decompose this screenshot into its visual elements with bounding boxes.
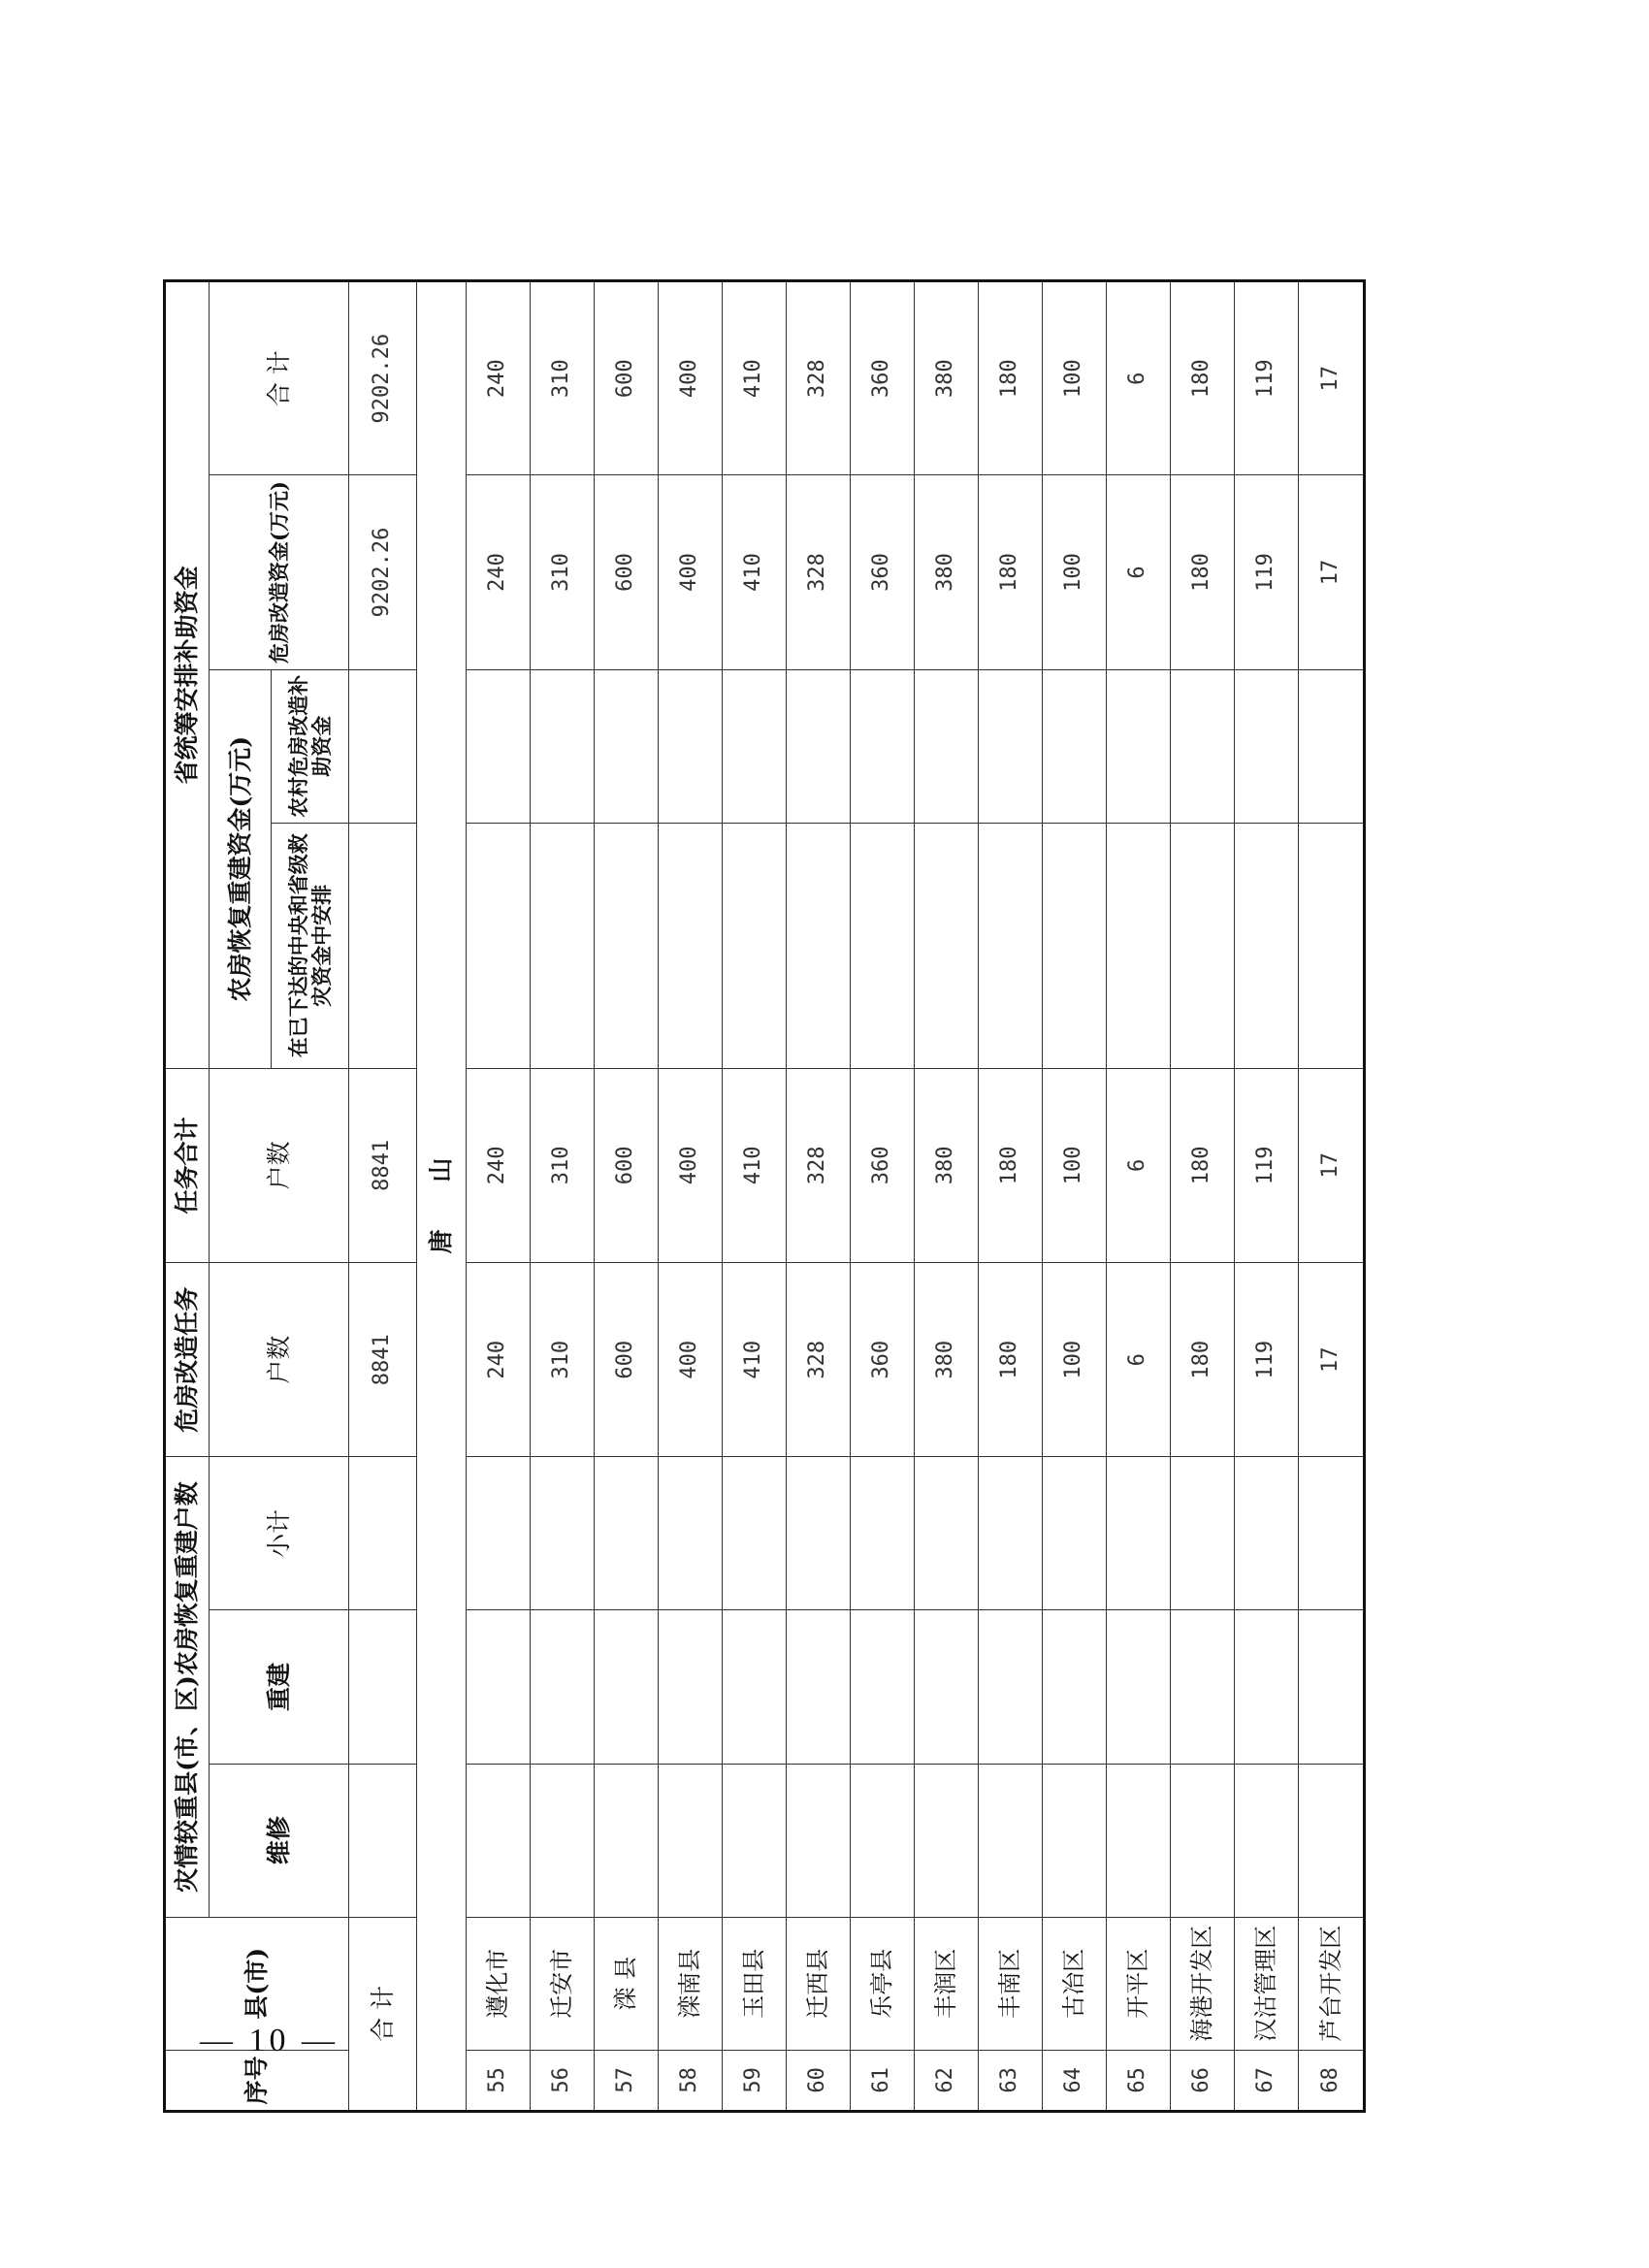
cell-empty bbox=[467, 1610, 531, 1764]
cell-empty bbox=[530, 1764, 594, 1917]
cell-empty bbox=[467, 669, 531, 823]
cell-empty bbox=[594, 1610, 658, 1764]
cell-empty bbox=[914, 1610, 978, 1764]
cell-empty bbox=[349, 669, 417, 823]
header-danger-funds: 危房改造资金(万元) bbox=[210, 475, 349, 669]
cell-empty bbox=[1170, 1457, 1234, 1610]
cell-county-name: 海港开发区 bbox=[1170, 1917, 1234, 2050]
cell-empty bbox=[722, 1457, 786, 1610]
total-label: 合 计 bbox=[349, 1917, 417, 2111]
cell-empty bbox=[978, 1764, 1042, 1917]
cell-total: 240 bbox=[467, 281, 531, 475]
cell-empty bbox=[722, 1610, 786, 1764]
cell-danger-households: 328 bbox=[786, 1263, 850, 1457]
cell-empty bbox=[1106, 823, 1170, 1068]
total-total: 9202.26 bbox=[349, 281, 417, 475]
header-danger-task: 危房改造任务 bbox=[165, 1263, 210, 1457]
cell-task-households: 6 bbox=[1106, 1068, 1170, 1262]
cell-seq: 64 bbox=[1042, 2050, 1106, 2111]
header-subtotal: 小计 bbox=[210, 1457, 349, 1610]
cell-danger-households: 6 bbox=[1106, 1263, 1170, 1457]
header-repair-group: 灾情较重县(市、区)农房恢复重建户数 bbox=[165, 1457, 210, 1917]
cell-empty bbox=[1298, 1610, 1364, 1764]
cell-task-households: 180 bbox=[1170, 1068, 1234, 1262]
cell-seq: 57 bbox=[594, 2050, 658, 2111]
cell-seq: 68 bbox=[1298, 2050, 1364, 2111]
cell-empty bbox=[914, 823, 978, 1068]
cell-empty bbox=[1106, 669, 1170, 823]
cell-empty bbox=[594, 823, 658, 1068]
table-row bbox=[530, 281, 594, 2112]
cell-total: 328 bbox=[786, 281, 850, 475]
cell-empty bbox=[722, 1764, 786, 1917]
table-row bbox=[1106, 281, 1170, 2112]
total-danger-households: 8841 bbox=[349, 1263, 417, 1457]
header-seq: 序号 bbox=[165, 2050, 349, 2111]
cell-total: 600 bbox=[594, 281, 658, 475]
cell-empty bbox=[722, 823, 786, 1068]
cell-empty bbox=[349, 823, 417, 1068]
cell-empty bbox=[467, 1457, 531, 1610]
cell-empty bbox=[530, 669, 594, 823]
header-rebuild: 重建 bbox=[210, 1610, 349, 1764]
cell-empty bbox=[850, 669, 914, 823]
table-row bbox=[786, 281, 850, 2112]
cell-seq: 67 bbox=[1234, 2050, 1298, 2111]
header-funds-group: 省统筹安排补助资金 bbox=[165, 281, 210, 1069]
cell-danger-households: 17 bbox=[1298, 1263, 1364, 1457]
cell-danger-households: 380 bbox=[914, 1263, 978, 1457]
cell-empty bbox=[978, 669, 1042, 823]
cell-total: 180 bbox=[978, 281, 1042, 475]
cell-county-name: 芦台开发区 bbox=[1298, 1917, 1364, 2050]
cell-total: 380 bbox=[914, 281, 978, 475]
cell-empty bbox=[786, 823, 850, 1068]
cell-seq: 59 bbox=[722, 2050, 786, 2111]
cell-total: 400 bbox=[658, 281, 722, 475]
cell-county-name: 迁安市 bbox=[530, 1917, 594, 2050]
cell-danger-households: 180 bbox=[978, 1263, 1042, 1457]
table-row bbox=[467, 281, 531, 2112]
table-row bbox=[1170, 281, 1234, 2112]
cell-empty bbox=[658, 669, 722, 823]
cell-empty bbox=[978, 1610, 1042, 1764]
cell-danger-funds: 310 bbox=[530, 475, 594, 669]
cell-danger-funds: 410 bbox=[722, 475, 786, 669]
header-county: 县(市) bbox=[165, 1917, 349, 2050]
cell-county-name: 丰南区 bbox=[978, 1917, 1042, 2050]
cell-empty bbox=[594, 1457, 658, 1610]
cell-total: 360 bbox=[850, 281, 914, 475]
table-row bbox=[978, 281, 1042, 2112]
total-danger-funds: 9202.26 bbox=[349, 475, 417, 669]
total-task-households: 8841 bbox=[349, 1068, 417, 1262]
cell-empty bbox=[1170, 669, 1234, 823]
header-households-2: 户数 bbox=[210, 1068, 349, 1262]
cell-total: 100 bbox=[1042, 281, 1106, 475]
city-group-row bbox=[417, 281, 467, 2112]
cell-empty bbox=[1298, 1457, 1364, 1610]
cell-seq: 63 bbox=[978, 2050, 1042, 2111]
cell-empty bbox=[1170, 1610, 1234, 1764]
cell-danger-households: 119 bbox=[1234, 1263, 1298, 1457]
cell-danger-funds: 100 bbox=[1042, 475, 1106, 669]
cell-task-households: 310 bbox=[530, 1068, 594, 1262]
cell-empty bbox=[658, 1764, 722, 1917]
header-repair: 维修 bbox=[210, 1764, 349, 1917]
cell-empty bbox=[1106, 1457, 1170, 1610]
cell-empty bbox=[1042, 823, 1106, 1068]
cell-danger-funds: 240 bbox=[467, 475, 531, 669]
table-row bbox=[594, 281, 658, 2112]
cell-empty bbox=[658, 1610, 722, 1764]
cell-empty bbox=[1042, 1610, 1106, 1764]
cell-task-households: 360 bbox=[850, 1068, 914, 1262]
cell-danger-funds: 17 bbox=[1298, 475, 1364, 669]
cell-danger-households: 240 bbox=[467, 1263, 531, 1457]
cell-task-households: 380 bbox=[914, 1068, 978, 1262]
rotated-table-container bbox=[163, 279, 1366, 2113]
total-row bbox=[349, 281, 417, 2112]
cell-seq: 56 bbox=[530, 2050, 594, 2111]
cell-empty bbox=[850, 823, 914, 1068]
cell-total: 17 bbox=[1298, 281, 1364, 475]
cell-seq: 60 bbox=[786, 2050, 850, 2111]
cell-total: 119 bbox=[1234, 281, 1298, 475]
cell-county-name: 遵化市 bbox=[467, 1917, 531, 2050]
cell-task-households: 240 bbox=[467, 1068, 531, 1262]
cell-empty bbox=[1042, 1764, 1106, 1917]
cell-empty bbox=[850, 1610, 914, 1764]
cell-empty bbox=[1298, 1764, 1364, 1917]
cell-seq: 55 bbox=[467, 2050, 531, 2111]
cell-county-name: 玉田县 bbox=[722, 1917, 786, 2050]
cell-danger-households: 410 bbox=[722, 1263, 786, 1457]
cell-danger-households: 310 bbox=[530, 1263, 594, 1457]
cell-task-households: 600 bbox=[594, 1068, 658, 1262]
cell-seq: 62 bbox=[914, 2050, 978, 2111]
cell-empty bbox=[467, 823, 531, 1068]
cell-empty bbox=[530, 1610, 594, 1764]
cell-task-households: 119 bbox=[1234, 1068, 1298, 1262]
cell-county-name: 乐亭县 bbox=[850, 1917, 914, 2050]
cell-empty bbox=[594, 669, 658, 823]
cell-danger-households: 360 bbox=[850, 1263, 914, 1457]
cell-empty bbox=[594, 1764, 658, 1917]
cell-danger-households: 100 bbox=[1042, 1263, 1106, 1457]
table-row bbox=[722, 281, 786, 2112]
cell-empty bbox=[349, 1457, 417, 1610]
cell-empty bbox=[530, 1457, 594, 1610]
cell-seq: 61 bbox=[850, 2050, 914, 2111]
cell-empty bbox=[914, 1764, 978, 1917]
table-row bbox=[914, 281, 978, 2112]
cell-total: 6 bbox=[1106, 281, 1170, 475]
cell-empty bbox=[1234, 1764, 1298, 1917]
cell-task-households: 410 bbox=[722, 1068, 786, 1262]
cell-danger-funds: 360 bbox=[850, 475, 914, 669]
cell-empty bbox=[1106, 1610, 1170, 1764]
cell-empty bbox=[1042, 1457, 1106, 1610]
cell-task-households: 180 bbox=[978, 1068, 1042, 1262]
cell-danger-funds: 400 bbox=[658, 475, 722, 669]
cell-empty bbox=[914, 1457, 978, 1610]
cell-empty bbox=[786, 1764, 850, 1917]
header-rural-subsidy: 农村危房改造补助资金 bbox=[272, 669, 349, 823]
table-row bbox=[1042, 281, 1106, 2112]
cell-empty bbox=[658, 1457, 722, 1610]
cell-empty bbox=[914, 669, 978, 823]
cell-total: 310 bbox=[530, 281, 594, 475]
cell-empty bbox=[978, 1457, 1042, 1610]
page-number: — 10 — bbox=[200, 2023, 339, 2058]
cell-seq: 66 bbox=[1170, 2050, 1234, 2111]
cell-seq: 58 bbox=[658, 2050, 722, 2111]
cell-empty bbox=[1170, 1764, 1234, 1917]
cell-empty bbox=[978, 823, 1042, 1068]
cell-danger-households: 180 bbox=[1170, 1263, 1234, 1457]
cell-danger-funds: 180 bbox=[1170, 475, 1234, 669]
cell-task-households: 328 bbox=[786, 1068, 850, 1262]
cell-total: 410 bbox=[722, 281, 786, 475]
cell-county-name: 滦南县 bbox=[658, 1917, 722, 2050]
city-group-label: 唐 山 bbox=[417, 281, 467, 2112]
cell-empty bbox=[1234, 1457, 1298, 1610]
cell-seq: 65 bbox=[1106, 2050, 1170, 2111]
cell-empty bbox=[349, 1610, 417, 1764]
cell-task-households: 400 bbox=[658, 1068, 722, 1262]
cell-empty bbox=[658, 823, 722, 1068]
allocation-table bbox=[163, 279, 1366, 2113]
header-households: 户数 bbox=[210, 1263, 349, 1457]
table-row bbox=[1234, 281, 1298, 2112]
cell-empty bbox=[786, 669, 850, 823]
cell-county-name: 滦 县 bbox=[594, 1917, 658, 2050]
header-total: 合 计 bbox=[210, 281, 349, 475]
cell-empty bbox=[850, 1457, 914, 1610]
cell-county-name: 开平区 bbox=[1106, 1917, 1170, 2050]
cell-danger-funds: 328 bbox=[786, 475, 850, 669]
header-rebuild-funds: 农房恢复重建资金(万元) bbox=[210, 669, 272, 1068]
cell-county-name: 汉沽管理区 bbox=[1234, 1917, 1298, 2050]
cell-danger-funds: 380 bbox=[914, 475, 978, 669]
cell-empty bbox=[1234, 823, 1298, 1068]
cell-danger-funds: 600 bbox=[594, 475, 658, 669]
cell-empty bbox=[1170, 823, 1234, 1068]
cell-empty bbox=[722, 669, 786, 823]
cell-county-name: 古冶区 bbox=[1042, 1917, 1106, 2050]
cell-empty bbox=[1234, 669, 1298, 823]
table-row bbox=[1298, 281, 1364, 2112]
cell-empty bbox=[1298, 823, 1364, 1068]
cell-empty bbox=[1106, 1764, 1170, 1917]
cell-empty bbox=[1234, 1610, 1298, 1764]
cell-empty bbox=[1298, 669, 1364, 823]
table-row bbox=[850, 281, 914, 2112]
cell-danger-funds: 6 bbox=[1106, 475, 1170, 669]
cell-task-households: 17 bbox=[1298, 1068, 1364, 1262]
cell-empty bbox=[786, 1457, 850, 1610]
table-row bbox=[658, 281, 722, 2112]
header-task-total: 任务合计 bbox=[165, 1068, 210, 1262]
cell-empty bbox=[850, 1764, 914, 1917]
cell-empty bbox=[349, 1764, 417, 1917]
cell-county-name: 迁西县 bbox=[786, 1917, 850, 2050]
header-central-relief: 在已下达的中央和省级救灾资金中安排 bbox=[272, 823, 349, 1068]
cell-danger-funds: 119 bbox=[1234, 475, 1298, 669]
cell-empty bbox=[467, 1764, 531, 1917]
cell-empty bbox=[1042, 669, 1106, 823]
cell-total: 180 bbox=[1170, 281, 1234, 475]
cell-empty bbox=[786, 1610, 850, 1764]
cell-danger-households: 400 bbox=[658, 1263, 722, 1457]
cell-danger-households: 600 bbox=[594, 1263, 658, 1457]
cell-empty bbox=[530, 823, 594, 1068]
cell-county-name: 丰润区 bbox=[914, 1917, 978, 2050]
cell-task-households: 100 bbox=[1042, 1068, 1106, 1262]
cell-danger-funds: 180 bbox=[978, 475, 1042, 669]
